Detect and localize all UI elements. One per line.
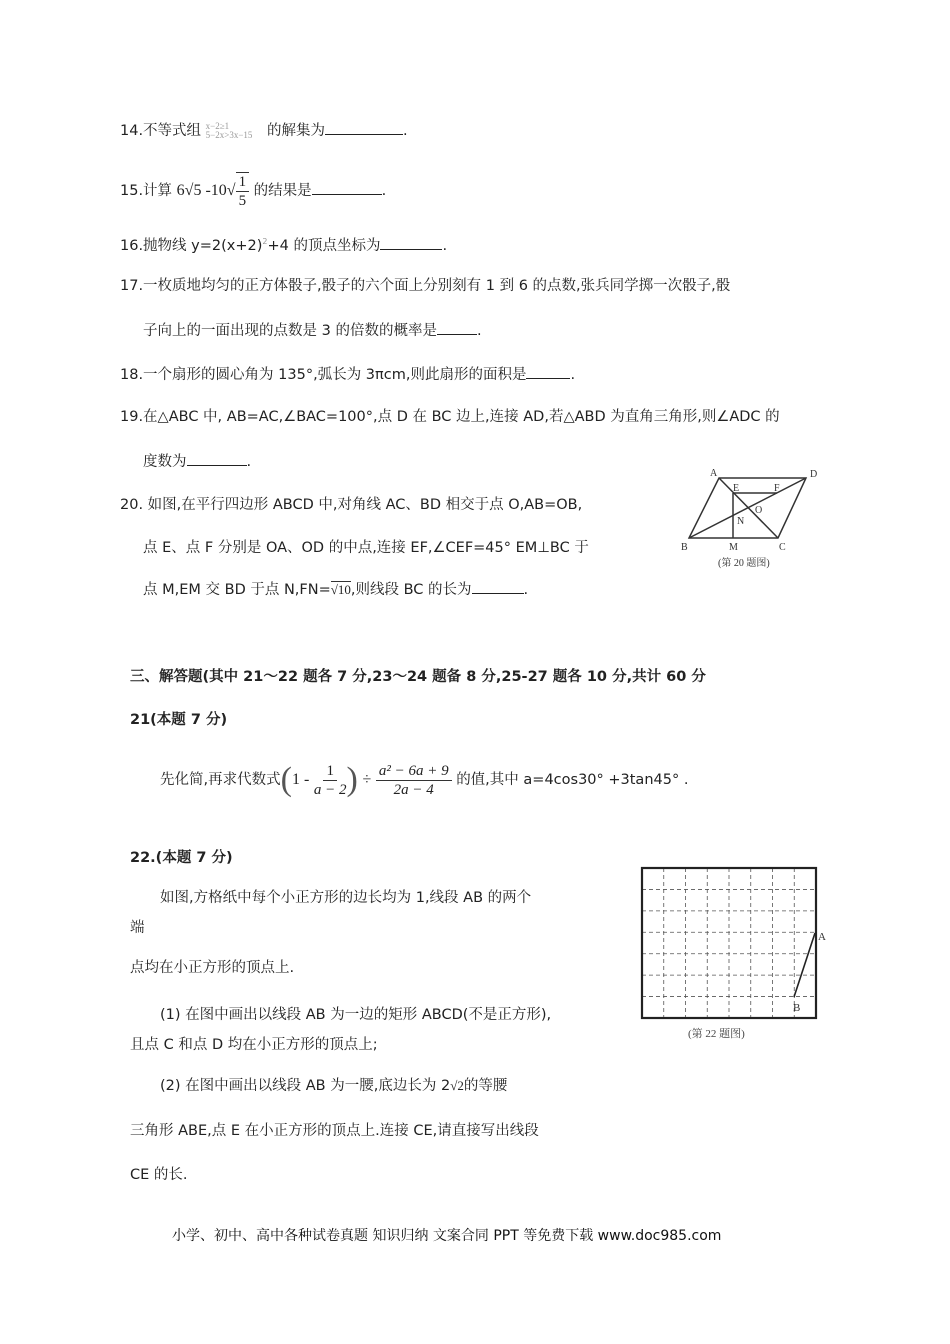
label-F: F (774, 483, 780, 494)
question-15 (120, 172, 386, 210)
label-A: A (710, 468, 718, 479)
numerator: 1 (236, 173, 250, 192)
answer-blank (187, 451, 247, 466)
q14-label: 14.不等式组 (120, 123, 202, 139)
q14-end: . (403, 123, 408, 139)
denominator: 5 (238, 193, 247, 209)
question-16 (120, 232, 447, 256)
label-C: C (779, 542, 786, 553)
denominator-1: a − 2 (313, 781, 347, 798)
answer-blank (380, 235, 442, 250)
label-O: O (755, 505, 763, 516)
right-paren: ) (346, 761, 358, 798)
q20-line3 (143, 579, 528, 600)
q15-expression: 6√5 -10 (176, 182, 227, 199)
q18-end: . (570, 367, 576, 383)
q18-text: 18.一个扇形的圆心角为 135°,弧长为 3πcm,则此扇形的面积是 (120, 367, 527, 383)
numerator-1: 1 (323, 762, 337, 781)
q21-body (160, 758, 688, 802)
section-3-title: 三、解答题(其中 21～22 题各 7 分,23～24 题备 8 分,25-27 题各 10 分,共计 60 分 (130, 669, 706, 685)
left-paren: ( (280, 761, 292, 798)
inequality-2: 5−2x>3x−15 (205, 130, 253, 140)
label-A: A (818, 931, 826, 943)
label-B: B (793, 1002, 801, 1014)
q22-p5-tail: 的等腰 (463, 1078, 508, 1094)
question-18 (120, 364, 575, 385)
q15-end: . (381, 183, 387, 199)
q22-p4: 且点 C 和点 D 均在小正方形的顶点上; (130, 1037, 378, 1053)
sqrt-sign: √ (226, 182, 236, 199)
fraction-2 (376, 762, 452, 799)
question-14 (120, 120, 408, 141)
q14-tail: 的解集为 (267, 123, 326, 139)
parallelogram-figure (660, 460, 830, 580)
label-M: M (729, 542, 738, 553)
denominator-2: 2a − 4 (393, 781, 434, 798)
q22-p2: 点均在小正方形的顶点上. (130, 960, 295, 976)
fraction-1 (314, 762, 347, 799)
q22-p1b: 端 (130, 920, 145, 936)
one-minus: 1 - (291, 771, 310, 788)
q22-header: 22.(本题 7 分) (130, 850, 233, 866)
q19-end: . (246, 454, 252, 470)
segment-ab (794, 933, 815, 997)
label-B: B (681, 542, 688, 553)
fraction (236, 172, 250, 210)
inequality-1: x−2≥1 (205, 121, 230, 131)
q17-end: . (476, 323, 482, 339)
q22-p5 (160, 1076, 507, 1096)
q15-tail: 的结果是 (253, 183, 312, 199)
q17-line2 (143, 320, 482, 341)
q19-line1: 19.在△ABC 中, AB=AC,∠BAC=100°,点 D 在 BC 边上,连接 AD,若△ABD 为直角三角形,则∠ADC 的 (120, 409, 780, 425)
answer-blank (312, 180, 382, 195)
sqrt-2: √2 (450, 1078, 464, 1093)
q17-text: 子向上的一面出现的点数是 3 的倍数的概率是 (143, 323, 437, 339)
q19-text: 度数为 (143, 454, 187, 470)
answer-blank (437, 320, 477, 335)
sqrt-10: √10 (330, 582, 351, 597)
q15-label: 15.计算 (120, 183, 173, 199)
divide-sign: ÷ (362, 771, 372, 788)
footer-text: 小学、初中、高中各种试卷真题 知识归纳 文案合同 PPT 等免费下载 www.doc985.com (172, 1228, 722, 1244)
q20-end: . (523, 582, 529, 598)
q22-p1: 如图,方格纸中每个小正方形的边长均为 1,线段 AB 的两个 (160, 890, 532, 906)
q17-line1: 17.一枚质地均匀的正方体骰子,骰子的六个面上分别刻有 1 到 6 的点数,张兵同学掷一次骰子,骰 (120, 278, 731, 294)
inequality-system (206, 122, 253, 140)
q16-text: 16.抛物线 y=2(x+2) (120, 237, 263, 254)
q20-line2: 点 E、点 F 分别是 OA、OD 的中点,连接 EF,∠CEF=45° EM⊥BC 于 (143, 540, 589, 556)
q21-pre: 先化简,再求代数式 (160, 772, 281, 788)
q19-line2 (143, 451, 251, 472)
q22-p6: 三角形 ABE,点 E 在小正方形的顶点上.连接 CE,请直接写出线段 (130, 1123, 539, 1139)
label-D: D (810, 469, 818, 480)
q22-p3: (1) 在图中画出以线段 AB 为一边的矩形 ABCD(不是正方形), (160, 1007, 552, 1023)
q22-p5-text: (2) 在图中画出以线段 AB 为一腰,底边长为 2 (160, 1078, 451, 1094)
q16-end: . (442, 237, 448, 254)
label-E: E (733, 483, 740, 494)
numerator-2: a² − 6a + 9 (376, 762, 452, 781)
grid-figure (630, 855, 830, 1045)
figure-20-caption: (第 20 题图) (718, 558, 770, 569)
q21-header: 21(本题 7 分) (130, 712, 228, 728)
figure-22-caption: (第 22 题图) (688, 1028, 745, 1040)
q20-line1: 20. 如图,在平行四边形 ABCD 中,对角线 AC、BD 相交于点 O,AB=OB, (120, 497, 583, 513)
q22-p7: CE 的长. (130, 1167, 188, 1183)
label-N: N (737, 516, 745, 527)
q16-text2: +4 的顶点坐标为 (267, 237, 381, 254)
answer-blank (472, 579, 524, 594)
answer-blank (325, 120, 403, 135)
q20-text2: ,则线段 BC 的长为 (350, 582, 472, 598)
q20-text: 点 M,EM 交 BD 于点 N,FN= (143, 582, 331, 598)
exponent: 2 (262, 237, 268, 246)
answer-blank (526, 364, 570, 379)
q21-tail: 的值,其中 a=4cos30° +3tan45° . (456, 772, 689, 788)
